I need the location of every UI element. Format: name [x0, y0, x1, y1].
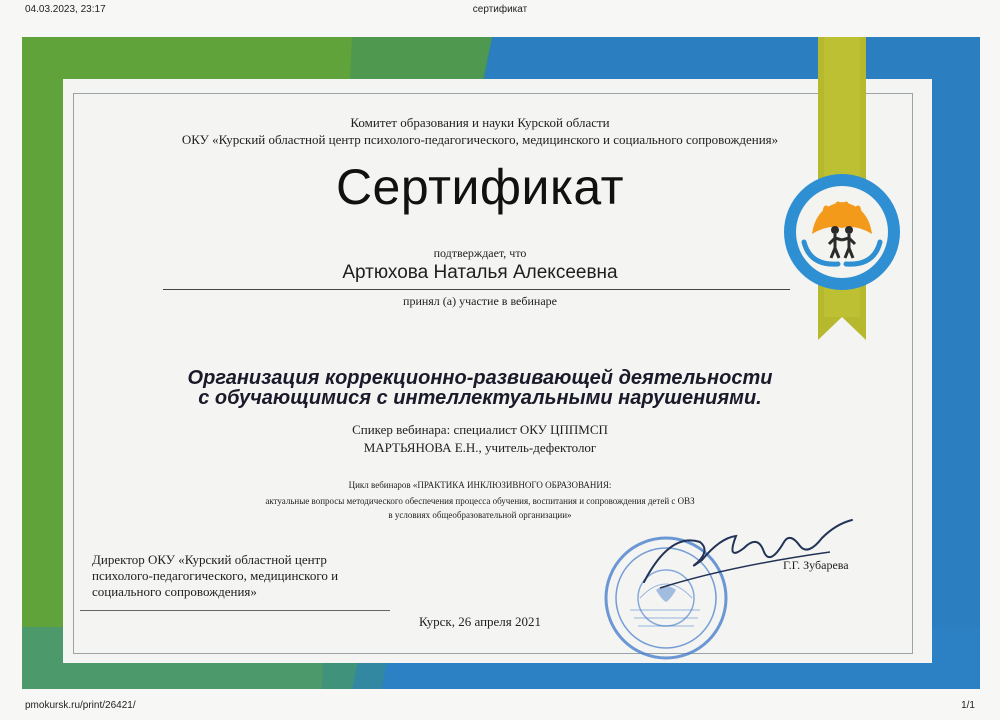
cycle-line-2: актуальные вопросы методического обеспечения процесса обучения, воспитания и сопровождения детей с ОВЗ	[265, 496, 695, 506]
cycle-line-1: Цикл вебинаров «ПРАКТИКА ИНКЛЮЗИВНОГО ОБРАЗОВАНИЯ:	[348, 480, 612, 490]
webinar-topic-line-2: с обучающимися с интеллектуальными нарушениями.	[198, 387, 762, 409]
browser-print-header	[0, 0, 1000, 20]
signer-name: Г.Г. Зубарева	[783, 558, 849, 572]
certificate-title: Сертификат	[335, 159, 625, 215]
emblem-icon	[782, 172, 902, 292]
webinar-topic-line-1: Организация коррекционно-развивающей деятельности	[187, 367, 773, 389]
city-and-date: Курск, 26 апреля 2021	[418, 614, 542, 629]
print-url: pmokursk.ru/print/26421/	[25, 700, 136, 711]
director-line-2: психолого-педагогического, медицинского и	[92, 568, 339, 583]
print-title: сертификат	[472, 4, 528, 15]
recipient-name: Артюхова Наталья Алексеевна	[342, 262, 618, 283]
director-line-1: Директор ОКУ «Курский областной центр	[92, 552, 327, 567]
director-underline	[80, 610, 390, 611]
org-line-1: Комитет образования и науки Курской области	[350, 115, 610, 130]
director-title	[92, 552, 392, 600]
browser-print-footer	[0, 698, 1000, 718]
confirms-text: подтверждает, что	[433, 246, 527, 260]
org-line-2: ОКУ «Курский областной центр психолого-педагогического, медицинского и социального сопровождения»	[181, 132, 779, 147]
speaker-line-2: МАРТЬЯНОВА Е.Н., учитель-дефектолог	[363, 440, 597, 455]
speaker-line-1: Спикер вебинара: специалист ОКУ ЦППМСП	[352, 422, 608, 437]
cycle-line-3: в условиях общеобразовательной организации»	[388, 510, 572, 520]
print-date: 04.03.2023, 23:17	[25, 4, 106, 15]
signature-icon	[640, 512, 860, 592]
print-page-number: 1/1	[961, 700, 975, 711]
name-underline	[163, 289, 790, 290]
participated-text: принял (а) участие в вебинаре	[403, 294, 557, 308]
director-line-3: социального сопровождения»	[92, 584, 257, 599]
